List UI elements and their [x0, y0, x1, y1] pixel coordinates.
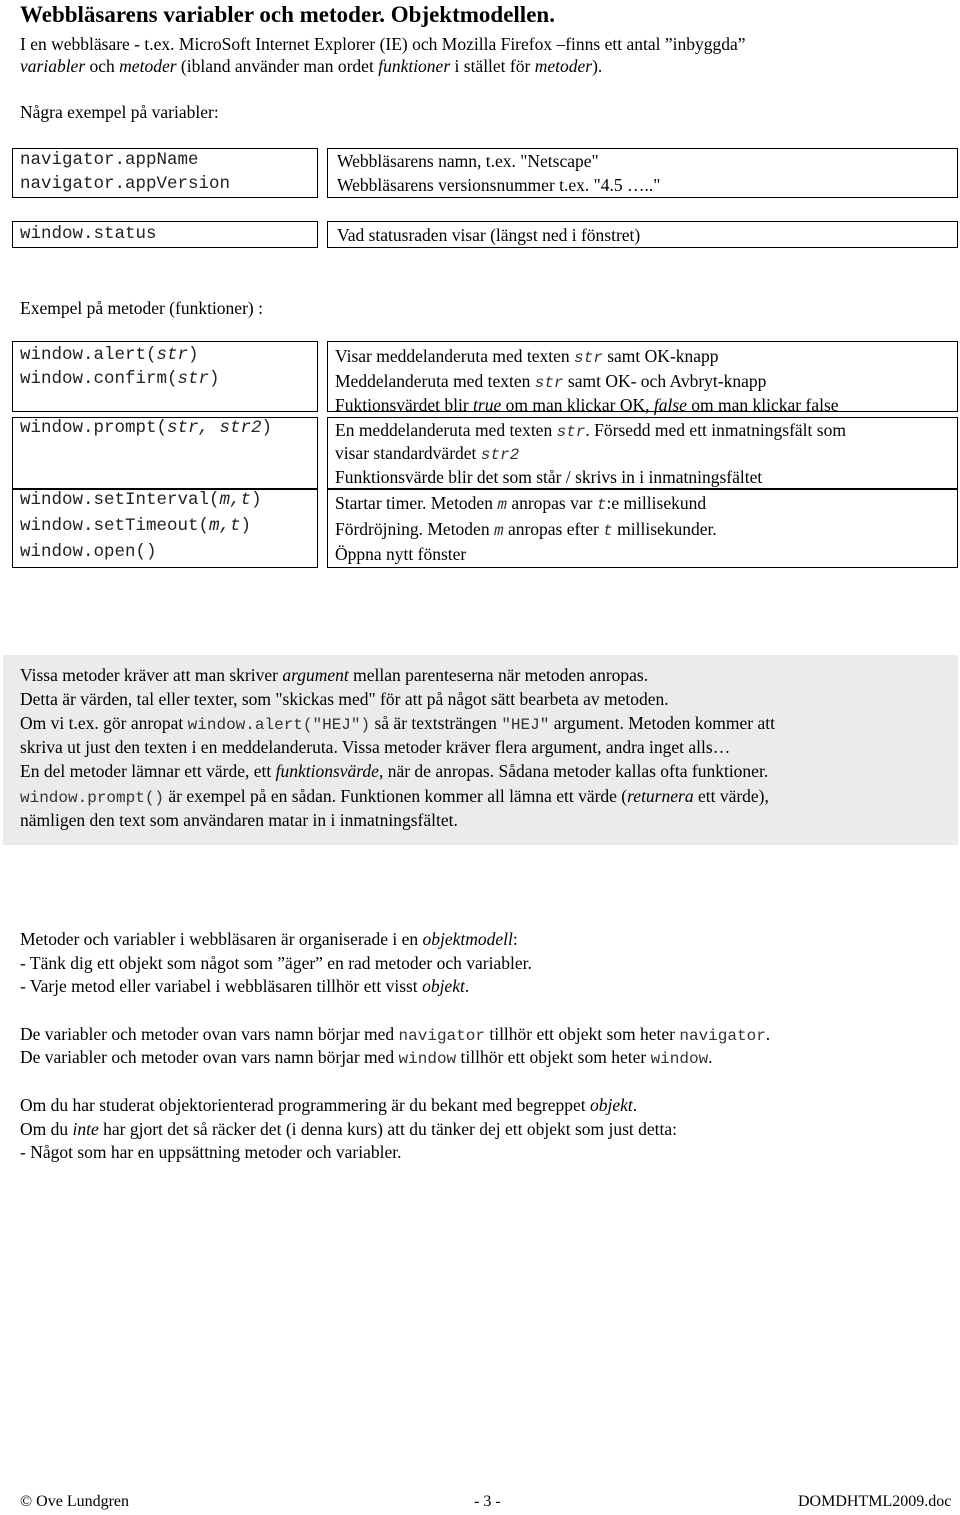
- intro-text: i stället för: [450, 56, 535, 76]
- objmodel-bullet-3: - Något som har en uppsättning metoder och variabler.: [20, 1142, 402, 1162]
- method-desc-open: Öppna nytt fönster: [335, 544, 467, 564]
- objmodel-line-1: Metoder och variabler i webbläsaren är organiserade i en objektmodell:: [20, 929, 518, 949]
- var-code-status: window.status: [20, 224, 157, 244]
- footer-author: © Ove Lundgren: [20, 1493, 130, 1510]
- variables-heading: Några exempel på variabler:: [20, 102, 219, 122]
- info-line-2: Detta är värden, tal eller texter, som "skickas med" för att på något sätt bearbeta av metoden.: [20, 689, 669, 709]
- method-desc-confirm-2: Fuktionsvärdet blir true om man klickar OK, false om man klickar false: [335, 395, 839, 415]
- intro-funktioner: funktioner: [378, 56, 451, 76]
- method-desc-prompt-1: En meddelanderuta med texten str. Försedd med ett inmatningsfält som: [335, 420, 846, 441]
- var-desc-appname: Webbläsarens namn, t.ex. "Netscape": [337, 151, 599, 171]
- method-code-setinterval: window.setInterval(m,t): [20, 490, 262, 510]
- method-code-open: window.open(): [20, 542, 157, 562]
- method-desc-prompt-2: visar standardvärdet str2: [335, 443, 520, 464]
- var-desc-appversion: Webbläsarens versionsnummer t.ex. "4.5 …..": [337, 175, 661, 195]
- var-desc-status: Vad statusraden visar (längst ned i fönstret): [337, 225, 641, 245]
- intro-text: och: [85, 56, 120, 76]
- method-code-settimeout: window.setTimeout(m,t): [20, 516, 252, 536]
- info-line-5: En del metoder lämnar ett värde, ett funktionsvärde, när de anropas. Sådana metoder kallas ofta funktioner.: [20, 761, 769, 781]
- method-desc-setinterval: Startar timer. Metoden m anropas var t:e millisekund: [335, 493, 707, 514]
- objmodel-bullet-2: - Varje metod eller variabel i webbläsaren tillhör ett visst objekt.: [20, 976, 470, 996]
- intro-line-1: I en webbläsare - t.ex. MicroSoft Internet Explorer (IE) och Mozilla Firefox –finns ett antal ”inbyggda”: [20, 34, 746, 54]
- info-line-6: window.prompt() är exempel på en sådan. Funktionen kommer all lämna ett värde (returnera ett värde),: [20, 786, 769, 807]
- var-code-appversion: navigator.appVersion: [20, 174, 231, 194]
- methods-heading: Exempel på metoder (funktioner) :: [20, 298, 263, 318]
- method-code-confirm: window.confirm(str): [20, 369, 220, 389]
- info-line-1: Vissa metoder kräver att man skriver argument mellan parenteserna när metoden anropas.: [20, 665, 649, 685]
- info-line-3: Om vi t.ex. gör anropat window.alert("HEJ") så är textsträngen "HEJ" argument. Metoden kommer att: [20, 713, 775, 734]
- method-code-prompt: window.prompt(str, str2): [20, 418, 273, 438]
- info-line-7: nämligen den text som användaren matar in i inmatningsfältet.: [20, 810, 458, 830]
- method-desc-prompt-3: Funktionsvärde blir det som står / skrivs in i inmatningsfältet: [335, 467, 763, 487]
- method-desc-settimeout: Fördröjning. Metoden m anropas efter t millisekunder.: [335, 519, 717, 540]
- intro-text: (ibland använder man ordet: [176, 56, 379, 76]
- page-title: Webbläsarens variabler och metoder. Objektmodellen.: [20, 2, 555, 27]
- intro-metoder: metoder: [119, 56, 177, 76]
- footer-page-number: - 3 -: [474, 1493, 501, 1510]
- intro-line-2: [20, 55, 602, 77]
- method-desc-alert: Visar meddelanderuta med texten str samt OK-knapp: [335, 346, 719, 367]
- footer-filename: DOMDHTML2009.doc: [798, 1493, 952, 1510]
- var-code-appname: navigator.appName: [20, 150, 199, 170]
- info-line-4: skriva ut just den texten i en meddelanderuta. Vissa metoder kräver flera argument, andra inget alls…: [20, 737, 731, 757]
- intro-variabler: variabler: [20, 56, 86, 76]
- intro-metoder: metoder: [534, 56, 593, 76]
- objmodel-navigator-line: De variabler och metoder ovan vars namn börjar med navigator tillhör ett objekt som heter navigator.: [20, 1024, 771, 1045]
- objmodel-inte-line: Om du inte har gjort det så räcker det (i denna kurs) att du tänker dej ett objekt som just detta:: [20, 1119, 678, 1139]
- objmodel-bullet-1: - Tänk dig ett objekt som något som ”äger” en rad metoder och variabler.: [20, 953, 532, 973]
- method-desc-confirm-1: Meddelanderuta med texten str samt OK- och Avbryt-knapp: [335, 371, 767, 392]
- objmodel-oop-line: Om du har studerat objektorienterad programmering är du bekant med begreppet objekt.: [20, 1095, 638, 1115]
- method-code-alert: window.alert(str): [20, 345, 199, 365]
- intro-text: ).: [592, 56, 603, 76]
- objmodel-window-line: De variabler och metoder ovan vars namn börjar med window tillhör ett objekt som heter window.: [20, 1047, 713, 1068]
